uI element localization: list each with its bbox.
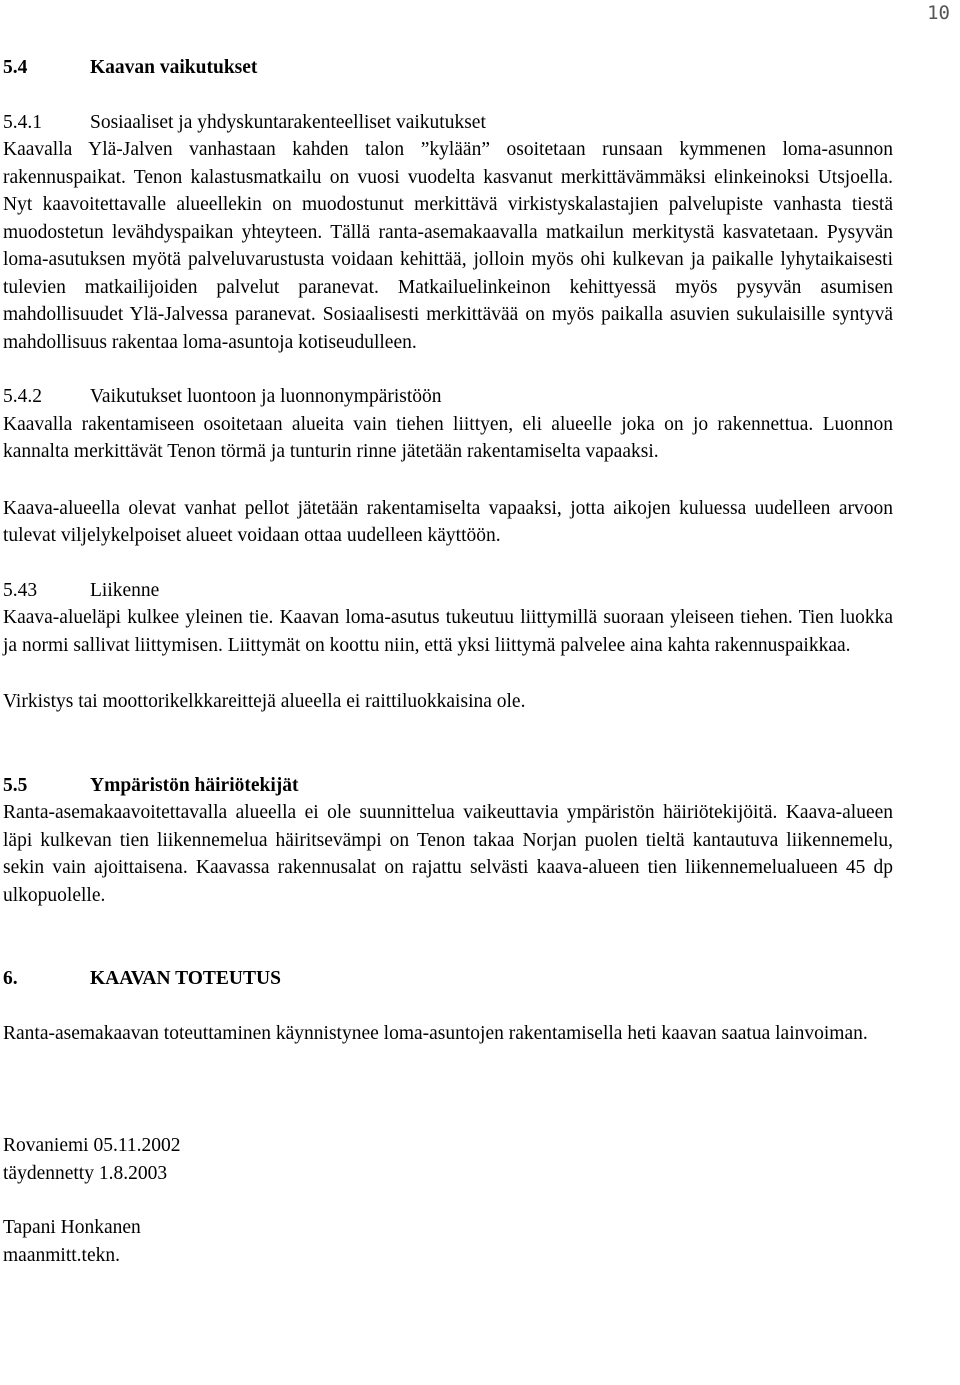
page-number: 10 — [927, 2, 950, 24]
section-number: 5.43 — [3, 579, 38, 601]
section-title: KAAVAN TOTEUTUS — [90, 968, 281, 989]
paragraph-nature-impacts: Kaavalla rakentamiseen osoitetaan alueita vain tiehen liittyen, eli alueelle joka on jo rakennettua. Luonnon kannalta merkittävät Tenon törmä ja tunturin rinne jätetään rakentamiselta vapaaksi. — [3, 413, 893, 462]
section-number: 5.4.1 — [3, 111, 42, 133]
signature-block — [3, 1132, 893, 1269]
section-title: Ympäristön häiriötekijät — [90, 774, 299, 796]
section-number: 5.4.2 — [3, 386, 42, 407]
section-title: Vaikutukset luontoon ja luonnonympäristöön — [90, 386, 442, 407]
section-heading-5-4 — [3, 54, 893, 82]
section-heading-6 — [3, 965, 893, 993]
signature-name: Tapani Honkanen — [3, 1217, 141, 1238]
signature-place-date: Rovaniemi 05.11.2002 — [3, 1135, 181, 1156]
paragraph-implementation: Ranta-asemakaavan toteuttaminen käynnistynee loma-asuntojen rakentamisella heti kaavan saatua lainvoiman. — [3, 1022, 868, 1044]
section-heading-5-4-1 — [3, 109, 893, 137]
signature-title: maanmitt.tekn. — [3, 1244, 120, 1266]
paragraph-traffic: Kaava-alueläpi kulkee yleinen tie. Kaavan loma-asutus tukeutuu liittymillä suoraan yleiseen tiehen. Tien luokka ja normi sallivat liittymisen. Liittymät on koottu niin, että yksi liittymä palvelee aina kahta rakennuspaikkaa. — [3, 607, 893, 656]
paragraph-old-fields: Kaava-alueella olevat vanhat pellot jätetään rakentamiselta vapaaksi, jotta aikojen kuluessa uudelleen arvoon tulevat viljelykelpoiset alueet voidaan ottaa uudelleen käyttöön. — [3, 497, 893, 546]
section-title: Kaavan vaikutukset — [90, 57, 258, 78]
paragraph-recreation-routes: Virkistys tai moottorikelkkareittejä alueella ei raittiluokkaisina ole. — [3, 691, 526, 712]
section-heading-5-43 — [3, 577, 893, 605]
section-number: 6. — [3, 968, 18, 989]
section-number: 5.4 — [3, 57, 28, 78]
section-title: Sosiaaliset ja yhdyskuntarakenteelliset vaikutukset — [90, 111, 486, 133]
paragraph-disturbances: Ranta-asemakaavoitettavalla alueella ei ole suunnittelua vaikeuttavia ympäristön häiriötekijöitä. Kaava-alueen läpi kulkevan tien liikennemelua häiritsevämpi on Tenon takaa Norjan puolen tieltä kantautuva liikennemelu, sekin vain ajoittaisena. Kaavassa rakennusalat on rajattu selvästi kaava-alueen tien liikennemelualueen 45 dp ulkopuolelle. — [3, 802, 893, 906]
document-body — [3, 54, 893, 1269]
signature-updated: täydennetty 1.8.2003 — [3, 1162, 168, 1184]
section-heading-5-4-2 — [3, 383, 893, 411]
paragraph-social-impacts: Kaavalla Ylä-Jalven vanhastaan kahden talon ”kylään” osoitetaan runsaan kymmenen loma-asunnon rakennuspaikat. Tenon kalastusmatkailu on vuosi vuodelta kasvanut merkittävämmäksi elinkeinoksi Utsjoella. Nyt kaavoitettavalle alueellekin on muodostunut merkittävä virkistyskalastajien palvelupiste vanhasta tiestä muodostetun levähdyspaikan yhteyteen. Tällä ranta-asemakaavalla matkailun merkitystä kasvatetaan. Pysyvän loma-asutuksen myötä palveluvarustusta voidaan kehittää, jolloin myös ohi kulkevan ja paikalle lyhytaikaisesti tulevien matkailijoiden palvelut paranevat. Matkailuelinkeinon kehittyessä myös pysyvän asumisen mahdollisuudet Ylä-Jalvessa paranevat. Sosiaalisesti merkittävää on myös paikalla asuvien sukulaisille syntyvä mahdollisuus rakentaa loma-asuntoja kotiseudulleen. — [3, 139, 893, 353]
section-number: 5.5 — [3, 774, 28, 796]
section-heading-5-5 — [3, 772, 893, 800]
section-title: Liikenne — [90, 579, 160, 601]
